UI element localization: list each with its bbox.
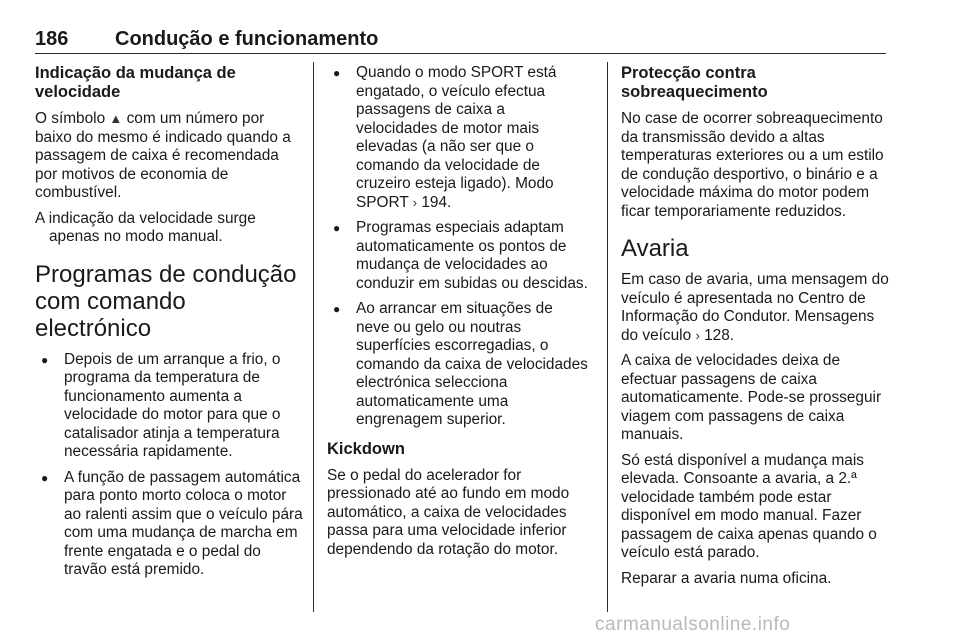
list-item: ● Quando o modo SPORT está engatado, o veículo efectua passagens de caixa a velocidades de motor mais elevadas (a não ser que o comando da velocidade de cruzeiro esteja ligado). Modo SPORT › 194.	[333, 64, 557, 211]
running-title: Condução e funcionamento	[115, 28, 379, 50]
column-divider	[313, 62, 314, 612]
bullet-list	[327, 64, 589, 430]
bullet-icon: ●	[333, 66, 341, 80]
bullet-icon: ●	[333, 221, 341, 235]
paragraph: No case de ocorrer sobreaquecimento da transmissão devido a altas temperaturas exteriores ou a um estilo de condução desportivo, o binário e a velocidade máxima do motor podem ficar temporariamente reduzidos.	[621, 110, 884, 220]
bullet-icon: ●	[41, 352, 49, 367]
triangle-up-icon: ▲	[109, 111, 123, 126]
chevron-right-icon: ›	[695, 327, 700, 343]
paragraph: Só está disponível a mudança mais elevada. Consoante a avaria, a 2.ª velocidade também pode estar disponível em modo manual. Fazer passagem de caixa apenas quando o veículo está parado.	[621, 451, 877, 561]
list-item: ● Programas especiais adaptam automaticamente os pontos de mudança de velocidades ao conduzir em subidas ou descidas.	[333, 219, 588, 292]
section-heading-shift-indicator: Indicação da mudança de velocidade	[35, 64, 236, 101]
page-reference[interactable]: 194.	[421, 193, 452, 211]
page-number: 186	[35, 28, 69, 50]
column-2	[327, 64, 589, 566]
chevron-right-icon: ›	[412, 194, 418, 210]
paragraph: Se o pedal do acelerador for pressionado até ao fundo em modo automático, a caixa de velocidades passa para uma velocidade inferior dependendo da rotação do motor.	[327, 466, 570, 558]
paragraph: A indicação da velocidade surge apenas no modo manual.	[35, 209, 256, 245]
bullet-icon: ●	[41, 470, 49, 485]
section-heading-kickdown: Kickdown	[327, 439, 405, 458]
list-item: ● Depois de um arranque a frio, o programa da temperatura de funcionamento aumenta a velocidade do motor para que o catalisador atinja a temperatura necessária rapidamente.	[41, 350, 281, 460]
section-heading-fault: Avaria	[621, 235, 689, 262]
paragraph: Em caso de avaria, uma mensagem do veículo é apresentada no Centro de Informação do Condutor. Mensagens do veículo › 128.	[621, 271, 889, 344]
section-heading-electronic-programs: Programas de condução com comando electrónico	[35, 260, 297, 342]
page-reference[interactable]: 128.	[704, 326, 735, 344]
page-header	[35, 28, 886, 54]
column-1	[35, 64, 303, 587]
column-3	[621, 64, 891, 595]
bullet-icon: ●	[333, 302, 341, 316]
paragraph: Reparar a avaria numa oficina.	[621, 569, 832, 587]
section-heading-overheat-protection: Protecção contra sobreaquecimento	[621, 64, 768, 101]
paragraph: A caixa de velocidades deixa de efectuar passagens de caixa automaticamente. Pode-se prosseguir viagem com passagens de caixa manuais.	[621, 352, 882, 443]
list-item: ● Ao arrancar em situações de neve ou gelo ou noutras superfícies escorregadias, o comando da caixa de velocidades electrónica selecciona automaticamente uma engrenagem superior.	[333, 300, 588, 428]
paragraph: O símbolo ▲ com um número por baixo do mesmo é indicado quando a passagem de caixa é recomendada por motivos de economia de combustível.	[35, 110, 291, 201]
column-divider	[607, 62, 608, 612]
list-item: ● A função de passagem automática para ponto morto coloca o motor ao ralenti assim que o veículo pára com uma mudança de marcha em frente engatada e o pedal do travão está premido.	[41, 468, 303, 578]
watermark: carmanualsonline.info	[595, 614, 791, 635]
bullet-list	[35, 351, 303, 580]
